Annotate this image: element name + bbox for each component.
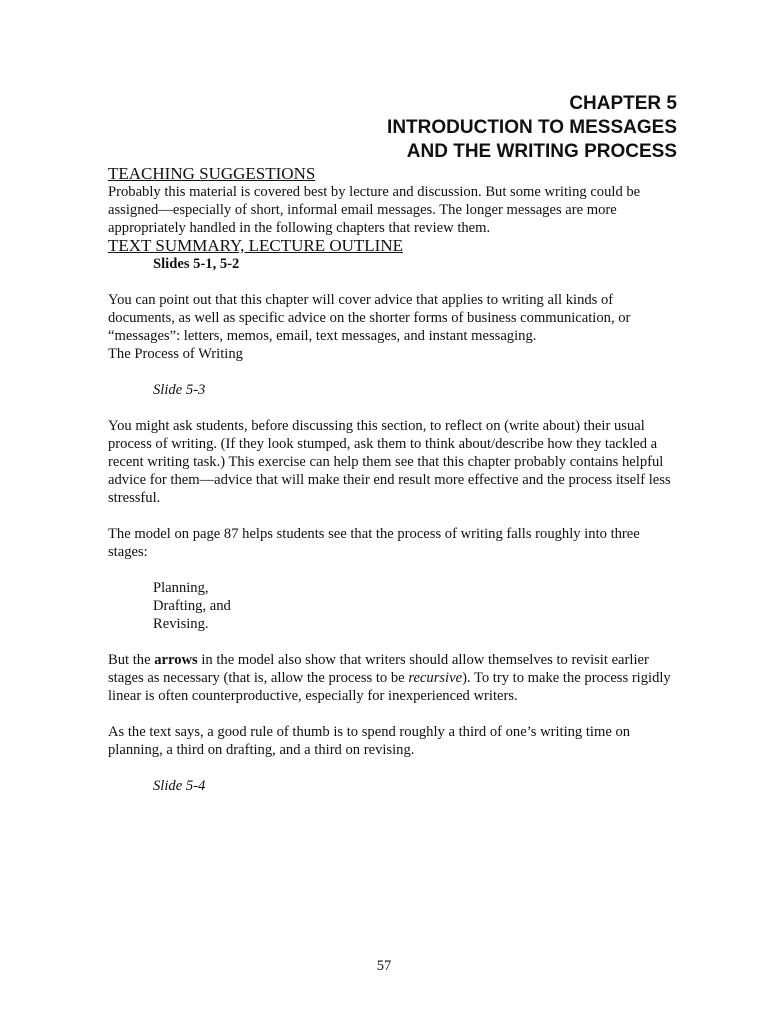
teaching-suggestions-text: Probably this material is covered best by lecture and discussion. But some writing could be assigned—especially of short, informal email messages. The longer messages are more appropriately handled in the following chapters that review them. — [108, 184, 641, 236]
chapter-number: CHAPTER 5 — [569, 93, 677, 114]
summary-paragraph: You might ask students, before discussing this section, to reflect on (write about) their usual process of writing. (If they look stumped, ask them to think about/describe how they tackled a recent writing task.) This exercise can help them see that this chapter probably contains helpful advice for them—advice that will make their end result more effective and the process itself less stressful. — [108, 418, 671, 506]
emphasis-recursive: recursive — [408, 670, 463, 686]
page-content — [108, 165, 683, 795]
emphasis-arrows: arrows — [154, 652, 198, 668]
page-number: 57 — [376, 958, 392, 974]
process-of-writing-subheading: The Process of Writing — [108, 346, 243, 362]
stage-item: Revising. — [153, 616, 209, 632]
text-summary-heading: TEXT SUMMARY, LECTURE OUTLINE — [108, 236, 403, 255]
slide-reference: Slides 5-1, 5-2 — [153, 256, 240, 272]
summary-paragraph: As the text says, a good rule of thumb is to spend roughly a third of one’s writing time on planning, a third on drafting, and a third on revising. — [108, 724, 631, 758]
chapter-title-line2: AND THE WRITING PROCESS — [406, 141, 677, 162]
stage-item: Drafting, and — [153, 598, 231, 614]
stage-item: Planning, — [153, 580, 209, 596]
slide-reference: Slide 5-4 — [153, 778, 206, 794]
slide-reference: Slide 5-3 — [153, 382, 206, 398]
summary-paragraph: But the arrows in the model also show that writers should allow themselves to revisit earlier stages as necessary (that is, allow the process to be recursive). To try to make the process rigidly linear is often counterproductive, especially for inexperienced writers. — [108, 652, 671, 704]
summary-paragraph: The model on page 87 helps students see that the process of writing falls roughly into three stages: — [108, 526, 640, 560]
chapter-title-line1: INTRODUCTION TO MESSAGES — [387, 117, 677, 138]
chapter-heading — [387, 92, 677, 164]
teaching-suggestions-heading: TEACHING SUGGESTIONS — [108, 164, 316, 183]
summary-paragraph: You can point out that this chapter will cover advice that applies to writing all kinds of documents, as well as specific advice on the shorter forms of business communication, or “messages”: letters, memos, email, text messages, and instant messaging. — [108, 292, 631, 344]
